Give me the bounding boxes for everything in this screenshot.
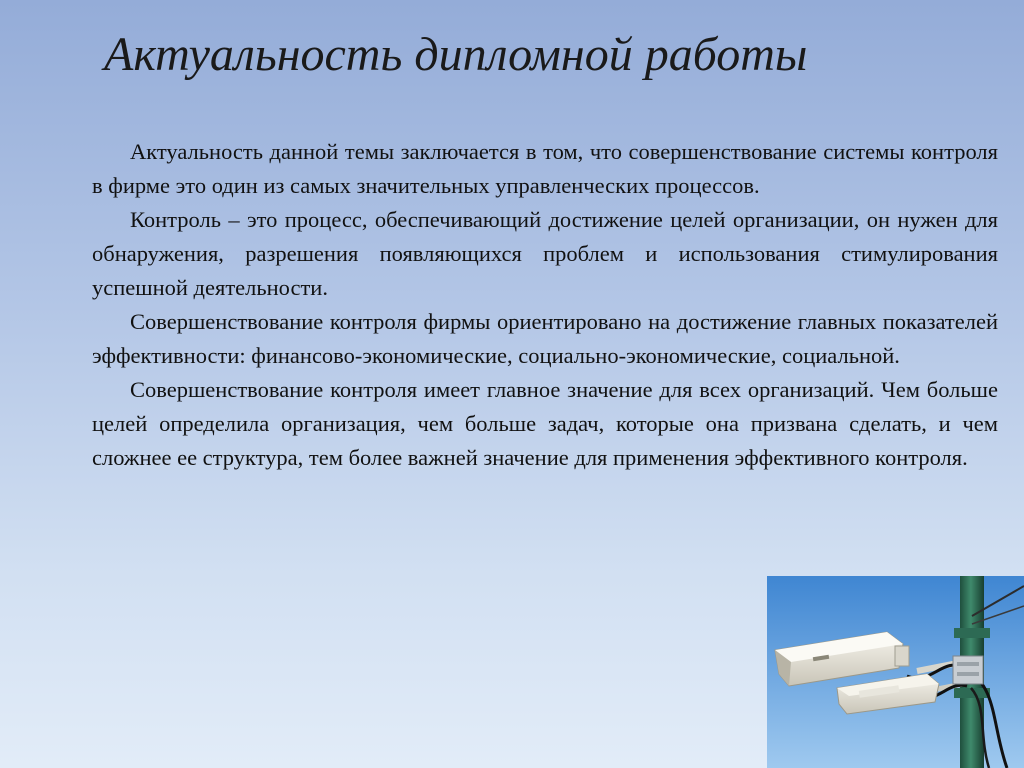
paragraph-importance: Совершенствование контроля имеет главное значение для всех организаций. Чем больше целей определила организация, чем больше задач, которые она призвана сделать, и чем сложнее ее структура, тем более важней значение для применения эффективного контроля. [92,377,998,470]
slide-body [92,135,998,475]
paragraph-efficiency: Совершенствование контроля фирмы ориентировано на достижение главных показателей эффективности: финансово-экономические, социально-экономические, социальной. [92,309,998,368]
slide-title: Актуальность дипломной работы [104,28,808,81]
pole-clamp-top [954,628,990,638]
paragraph-control-definition: Контроль – это процесс, обеспечивающий достижение целей организации, он нужен для обнаружения, разрешения появляющихся проблем и использования стимулирования успешной деятельности. [92,207,998,300]
paragraph-relevance: Актуальность данной темы заключается в том, что совершенствование системы контроля в фирме это один из самых значительных управленческих процессов. [92,139,998,198]
security-camera-icon [767,576,1024,768]
